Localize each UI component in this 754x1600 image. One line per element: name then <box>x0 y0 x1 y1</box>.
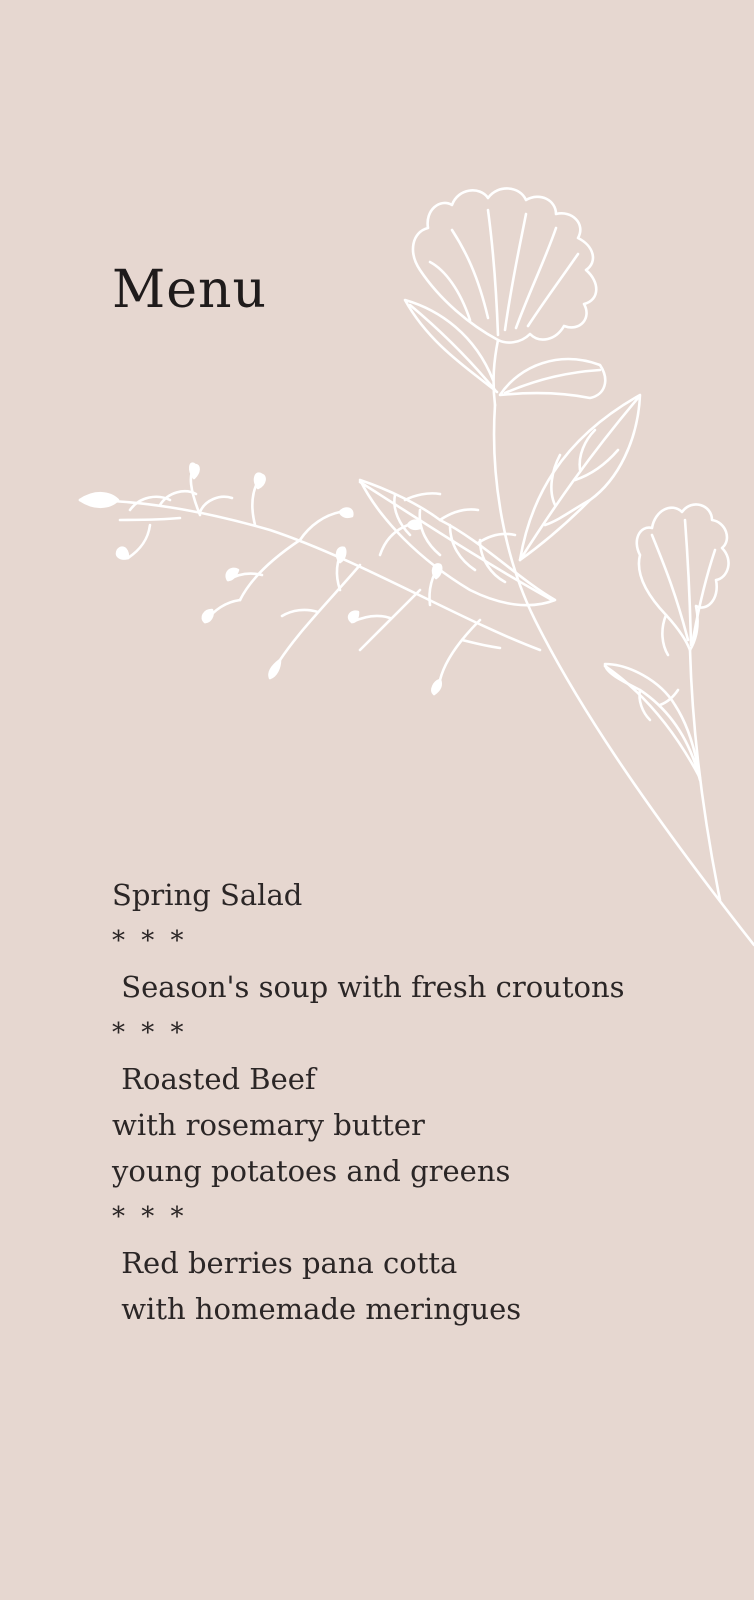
main-stem <box>494 405 754 945</box>
course-separator: * * * <box>112 1202 188 1232</box>
grass-branches <box>80 464 540 694</box>
course-spring-salad: Spring Salad <box>112 878 303 912</box>
fern-leaf <box>360 480 555 605</box>
large-leaf <box>520 395 640 560</box>
course-roasted-beef-detail-2: young potatoes and greens <box>112 1154 511 1188</box>
course-dessert: Red berries pana cotta <box>112 1246 458 1280</box>
flower-bud-right <box>637 504 729 655</box>
small-leaf-right <box>605 664 700 780</box>
carnation-flower-top <box>405 188 605 405</box>
course-separator: * * * <box>112 1018 188 1048</box>
course-separator: * * * <box>112 926 188 956</box>
course-roasted-beef: Roasted Beef <box>112 1062 316 1096</box>
course-soup: Season's soup with fresh croutons <box>112 970 625 1004</box>
menu-title: Menu <box>112 260 267 320</box>
course-dessert-detail: with homemade meringues <box>112 1292 522 1326</box>
secondary-stem <box>690 650 720 900</box>
menu-list <box>112 872 732 1332</box>
course-roasted-beef-detail-1: with rosemary butter <box>112 1108 425 1142</box>
